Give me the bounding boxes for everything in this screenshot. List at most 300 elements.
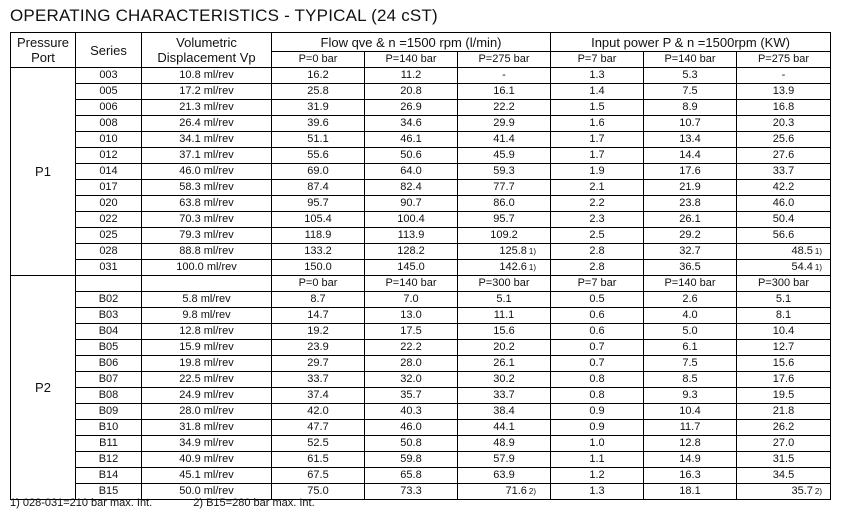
power-p7-cell: 1.4 [551,84,644,100]
displacement-cell: 9.8 ml/rev [142,308,272,324]
flow-p0-cell: 19.2 [272,324,365,340]
power-p140-cell: 11.7 [644,420,737,436]
power-p140-cell: 8.5 [644,372,737,388]
power-p7-cell: 1.0 [551,436,644,452]
flow-phigh-cell [458,116,551,132]
flow-phigh-cell [458,68,551,84]
flow-p140-cell: 50.6 [365,148,458,164]
series-cell: 006 [76,100,142,116]
power-phigh-value: 12.7 [772,341,795,353]
power-p140-cell: 12.8 [644,436,737,452]
power-p140-cell: 7.5 [644,356,737,372]
flow-p0-cell: 37.4 [272,388,365,404]
flow-phigh-value: 15.6 [493,325,515,337]
power-phigh-cell [737,132,831,148]
flow-phigh-value: 22.2 [493,101,515,113]
power-phigh-value: 26.2 [772,421,795,433]
power-phigh-cell [737,244,831,260]
power-phigh-value: 21.8 [772,405,795,417]
p1-subheader-5: P=275 bar [737,52,831,68]
power-p140-cell: 16.3 [644,468,737,484]
flow-p140-cell: 46.0 [365,420,458,436]
flow-phigh-cell [458,132,551,148]
flow-phigh-value: 77.7 [493,181,515,193]
power-p7-cell: 2.2 [551,196,644,212]
series-cell: 022 [76,212,142,228]
power-phigh-cell [737,436,831,452]
table-row [11,404,831,420]
p2-subheader-disp-blank [142,276,272,292]
footnotes [10,497,315,509]
flow-phigh-cell [458,340,551,356]
table-row [11,228,831,244]
power-phigh-cell [737,356,831,372]
flow-phigh-value: 29.9 [493,117,515,129]
flow-p0-cell: 87.4 [272,180,365,196]
power-p140-cell: 14.9 [644,452,737,468]
flow-p0-cell: 42.0 [272,404,365,420]
flow-p0-cell: 14.7 [272,308,365,324]
flow-p140-cell: 113.9 [365,228,458,244]
flow-p140-cell: 128.2 [365,244,458,260]
header-flow: Flow qve & n =1500 rpm (l/min) [272,33,551,52]
power-phigh-value: 35.7 [791,485,813,497]
power-phigh-value: 20.3 [772,117,795,129]
flow-p0-cell: 52.5 [272,436,365,452]
flow-phigh-cell [458,372,551,388]
header-volumetric-line1: Volumetric [176,35,237,50]
displacement-cell: 79.3 ml/rev [142,228,272,244]
power-p140-cell: 5.3 [644,68,737,84]
power-phigh-value: 10.4 [772,325,795,337]
flow-phigh-cell [458,244,551,260]
power-p140-cell: 6.1 [644,340,737,356]
flow-phigh-value: 44.1 [493,421,515,433]
power-phigh-value: 16.8 [772,101,795,113]
power-p7-cell: 1.3 [551,68,644,84]
flow-p0-cell: 118.9 [272,228,365,244]
table-row [11,452,831,468]
flow-p0-cell: 23.9 [272,340,365,356]
power-p140-cell: 29.2 [644,228,737,244]
flow-phigh-cell [458,324,551,340]
power-phigh-cell [737,260,831,276]
displacement-cell: 34.9 ml/rev [142,436,272,452]
p2-subheader-1: P=140 bar [365,276,458,292]
p2-subheader-series-blank [76,276,142,292]
flow-p140-cell: 32.0 [365,372,458,388]
flow-p140-cell: 17.5 [365,324,458,340]
displacement-cell: 17.2 ml/rev [142,84,272,100]
flow-phigh-value: 16.1 [493,85,515,97]
power-phigh-value: 27.0 [772,437,795,449]
power-p140-cell: 4.0 [644,308,737,324]
flow-p140-cell: 7.0 [365,292,458,308]
displacement-cell: 58.3 ml/rev [142,180,272,196]
power-phigh-cell [737,404,831,420]
flow-p140-cell: 26.9 [365,100,458,116]
series-cell: B07 [76,372,142,388]
flow-p0-cell: 75.0 [272,484,365,500]
displacement-cell: 28.0 ml/rev [142,404,272,420]
flow-phigh-value: 26.1 [493,357,515,369]
power-phigh-value: 5.1 [775,293,792,305]
table-row [11,292,831,308]
flow-p140-cell: 28.0 [365,356,458,372]
power-p7-cell: 0.7 [551,340,644,356]
flow-phigh-cell [458,484,551,500]
p1-subheader-2: P=275 bar [458,52,551,68]
displacement-cell: 12.8 ml/rev [142,324,272,340]
power-p7-cell: 0.7 [551,356,644,372]
header-input-power: Input power P & n =1500rpm (KW) [551,33,831,52]
power-phigh-cell [737,100,831,116]
p1-subheader-0: P=0 bar [272,52,365,68]
flow-p0-cell: 105.4 [272,212,365,228]
flow-p140-cell: 34.6 [365,116,458,132]
displacement-cell: 19.8 ml/rev [142,356,272,372]
power-phigh-value: 17.6 [772,373,795,385]
displacement-cell: 26.4 ml/rev [142,116,272,132]
flow-p0-cell: 31.9 [272,100,365,116]
power-phigh-cell [737,340,831,356]
displacement-cell: 88.8 ml/rev [142,244,272,260]
flow-p0-cell: 133.2 [272,244,365,260]
p1-subheader-3: P=7 bar [551,52,644,68]
power-phigh-value: 19.5 [772,389,795,401]
power-p140-cell: 13.4 [644,132,737,148]
series-cell: 031 [76,260,142,276]
flow-p140-cell: 64.0 [365,164,458,180]
p2-subheader-2: P=300 bar [458,276,551,292]
flow-p140-cell: 59.8 [365,452,458,468]
power-phigh-value: 54.4 [791,261,813,273]
power-footnote-marker: 1) [814,263,823,272]
flow-phigh-cell [458,228,551,244]
flow-p0-cell: 29.7 [272,356,365,372]
flow-phigh-value: 41.4 [493,133,515,145]
flow-p0-cell: 55.6 [272,148,365,164]
header-pressure-port [11,33,76,68]
flow-phigh-value: 109.2 [490,229,518,241]
displacement-cell: 40.9 ml/rev [142,452,272,468]
series-cell: 014 [76,164,142,180]
flow-phigh-value: 45.9 [493,149,515,161]
power-p140-cell: 18.1 [644,484,737,500]
power-phigh-cell [737,228,831,244]
series-cell: 012 [76,148,142,164]
flow-phigh-value: 71.6 [505,485,527,497]
series-cell: B08 [76,388,142,404]
power-phigh-value: 50.4 [772,213,795,225]
flow-p140-cell: 11.2 [365,68,458,84]
power-phigh-cell [737,468,831,484]
flow-phigh-cell [458,164,551,180]
power-p140-cell: 7.5 [644,84,737,100]
flow-phigh-value: 20.2 [493,341,515,353]
flow-phigh-value: 63.9 [493,469,515,481]
power-p140-cell: 2.6 [644,292,737,308]
table-row [11,84,831,100]
power-p7-cell: 2.1 [551,180,644,196]
power-p140-cell: 10.4 [644,404,737,420]
flow-phigh-value: 48.9 [493,437,515,449]
p2-port-label: P2 [11,276,76,500]
power-p140-cell: 17.6 [644,164,737,180]
series-cell: B11 [76,436,142,452]
p1-port-label: P1 [11,68,76,276]
series-cell: B14 [76,468,142,484]
header-pressure-port-line1: Pressure [16,35,70,50]
displacement-cell: 15.9 ml/rev [142,340,272,356]
flow-p0-cell: 67.5 [272,468,365,484]
flow-p140-cell: 90.7 [365,196,458,212]
power-phigh-value: 42.2 [772,181,795,193]
flow-phigh-cell [458,468,551,484]
flow-phigh-cell [458,308,551,324]
series-cell: B12 [76,452,142,468]
power-footnote-marker: 2) [814,487,823,496]
power-phigh-cell [737,292,831,308]
flow-p140-cell: 40.3 [365,404,458,420]
flow-phigh-cell [458,452,551,468]
flow-phigh-cell [458,388,551,404]
power-phigh-value: - [781,69,786,81]
power-p7-cell: 1.1 [551,452,644,468]
series-cell: B03 [76,308,142,324]
power-p140-cell: 10.7 [644,116,737,132]
displacement-cell: 100.0 ml/rev [142,260,272,276]
displacement-cell: 5.8 ml/rev [142,292,272,308]
power-p7-cell: 1.2 [551,468,644,484]
displacement-cell: 37.1 ml/rev [142,148,272,164]
power-p7-cell: 2.5 [551,228,644,244]
series-cell: B05 [76,340,142,356]
power-phigh-value: 33.7 [772,165,795,177]
series-cell: 010 [76,132,142,148]
flow-p0-cell: 39.6 [272,116,365,132]
displacement-cell: 50.0 ml/rev [142,484,272,500]
power-phigh-value: 25.6 [772,133,795,145]
table-row [11,148,831,164]
power-p7-cell: 1.5 [551,100,644,116]
power-p7-cell: 1.7 [551,148,644,164]
p2-subheader-3: P=7 bar [551,276,644,292]
series-cell: B09 [76,404,142,420]
series-cell: 025 [76,228,142,244]
power-phigh-cell [737,84,831,100]
flow-phigh-cell [458,212,551,228]
table-row [11,420,831,436]
flow-phigh-value: - [502,69,506,81]
displacement-cell: 24.9 ml/rev [142,388,272,404]
flow-phigh-cell [458,420,551,436]
power-phigh-cell [737,180,831,196]
table-row [11,164,831,180]
flow-phigh-value: 142.6 [499,261,527,273]
header-series: Series [76,33,142,68]
power-p7-cell: 1.9 [551,164,644,180]
power-p140-cell: 26.1 [644,212,737,228]
power-p7-cell: 0.5 [551,292,644,308]
flow-p140-cell: 145.0 [365,260,458,276]
flow-phigh-cell [458,100,551,116]
series-cell: 020 [76,196,142,212]
table-row [11,212,831,228]
header-volumetric-displacement [142,33,272,68]
table-row [11,260,831,276]
power-p7-cell: 0.9 [551,404,644,420]
flow-p140-cell: 20.8 [365,84,458,100]
power-phigh-cell [737,388,831,404]
series-cell: B02 [76,292,142,308]
power-phigh-cell [737,372,831,388]
flow-p140-cell: 46.1 [365,132,458,148]
power-phigh-cell [737,116,831,132]
power-p140-cell: 23.8 [644,196,737,212]
flow-phigh-value: 38.4 [493,405,515,417]
flow-phigh-value: 11.1 [493,309,515,321]
table-row [11,180,831,196]
displacement-cell: 45.1 ml/rev [142,468,272,484]
flow-p140-cell: 50.8 [365,436,458,452]
power-phigh-cell [737,484,831,500]
power-phigh-value: 34.5 [772,469,795,481]
flow-p0-cell: 33.7 [272,372,365,388]
p2-subheader-5: P=300 bar [737,276,831,292]
table-row [11,356,831,372]
series-cell: B15 [76,484,142,500]
flow-phigh-cell [458,404,551,420]
displacement-cell: 31.8 ml/rev [142,420,272,436]
displacement-cell: 70.3 ml/rev [142,212,272,228]
displacement-cell: 34.1 ml/rev [142,132,272,148]
power-phigh-cell [737,452,831,468]
flow-p0-cell: 69.0 [272,164,365,180]
flow-phigh-cell [458,436,551,452]
power-p7-cell: 0.9 [551,420,644,436]
flow-p0-cell: 25.8 [272,84,365,100]
power-phigh-cell [737,196,831,212]
flow-phigh-value: 86.0 [493,197,515,209]
header-pressure-port-line2: Port [31,50,55,65]
power-p7-cell: 1.3 [551,484,644,500]
flow-p140-cell: 82.4 [365,180,458,196]
table-row [11,116,831,132]
flow-phigh-cell [458,180,551,196]
power-phigh-value: 27.6 [772,149,795,161]
series-cell: B04 [76,324,142,340]
flow-phigh-cell [458,292,551,308]
series-cell: 017 [76,180,142,196]
table-row [11,100,831,116]
power-p7-cell: 1.6 [551,116,644,132]
power-p7-cell: 2.8 [551,260,644,276]
power-phigh-cell [737,324,831,340]
table-row [11,308,831,324]
displacement-cell: 21.3 ml/rev [142,100,272,116]
power-phigh-value: 31.5 [772,453,795,465]
power-p7-cell: 0.8 [551,372,644,388]
p1-subheader-4: P=140 bar [644,52,737,68]
power-footnote-marker: 1) [814,247,823,256]
flow-phigh-cell [458,356,551,372]
series-cell: 003 [76,68,142,84]
flow-phigh-value: 57.9 [493,453,515,465]
power-p7-cell: 2.3 [551,212,644,228]
series-cell: 008 [76,116,142,132]
power-p140-cell: 8.9 [644,100,737,116]
power-p140-cell: 21.9 [644,180,737,196]
flow-p0-cell: 150.0 [272,260,365,276]
flow-footnote-marker: 1) [528,263,537,272]
flow-phigh-value: 125.8 [499,245,527,257]
power-phigh-cell [737,68,831,84]
power-phigh-value: 48.5 [791,245,813,257]
power-phigh-value: 46.0 [772,197,795,209]
flow-p0-cell: 8.7 [272,292,365,308]
power-phigh-cell [737,212,831,228]
displacement-cell: 22.5 ml/rev [142,372,272,388]
table-row [11,132,831,148]
power-phigh-cell [737,420,831,436]
flow-footnote-marker: 1) [528,247,537,256]
flow-p140-cell: 13.0 [365,308,458,324]
flow-phigh-cell [458,196,551,212]
flow-phigh-value: 5.1 [496,293,512,305]
power-p140-cell: 5.0 [644,324,737,340]
power-phigh-cell [737,308,831,324]
table-row [11,468,831,484]
table-row [11,196,831,212]
flow-p140-cell: 100.4 [365,212,458,228]
table-row [11,324,831,340]
flow-p0-cell: 47.7 [272,420,365,436]
table-row [11,372,831,388]
document-title: OPERATING CHARACTERISTICS - TYPICAL (24 cST) [10,6,438,25]
flow-p0-cell: 61.5 [272,452,365,468]
flow-p0-cell: 16.2 [272,68,365,84]
flow-phigh-value: 33.7 [493,389,515,401]
power-p7-cell: 0.6 [551,324,644,340]
p2-subheader-4: P=140 bar [644,276,737,292]
series-cell: 005 [76,84,142,100]
power-p140-cell: 14.4 [644,148,737,164]
power-p140-cell: 32.7 [644,244,737,260]
power-p140-cell: 9.3 [644,388,737,404]
power-p7-cell: 0.8 [551,388,644,404]
power-phigh-value: 8.1 [775,309,792,321]
power-phigh-value: 15.6 [772,357,795,369]
power-phigh-value: 56.6 [772,229,795,241]
power-p140-cell: 36.5 [644,260,737,276]
power-phigh-cell [737,164,831,180]
footnote-1: 1) 028-031=210 bar max. Int. [10,497,153,509]
flow-p140-cell: 35.7 [365,388,458,404]
series-cell: B10 [76,420,142,436]
power-p7-cell: 2.8 [551,244,644,260]
table-row [11,244,831,260]
power-p7-cell: 1.7 [551,132,644,148]
flow-phigh-value: 59.3 [493,165,515,177]
p2-subheader-row [11,276,831,292]
power-phigh-value: 13.9 [772,85,795,97]
table-row [11,68,831,84]
flow-phigh-value: 30.2 [493,373,515,385]
displacement-cell: 10.8 ml/rev [142,68,272,84]
p1-subheader-1: P=140 bar [365,52,458,68]
flow-p140-cell: 65.8 [365,468,458,484]
